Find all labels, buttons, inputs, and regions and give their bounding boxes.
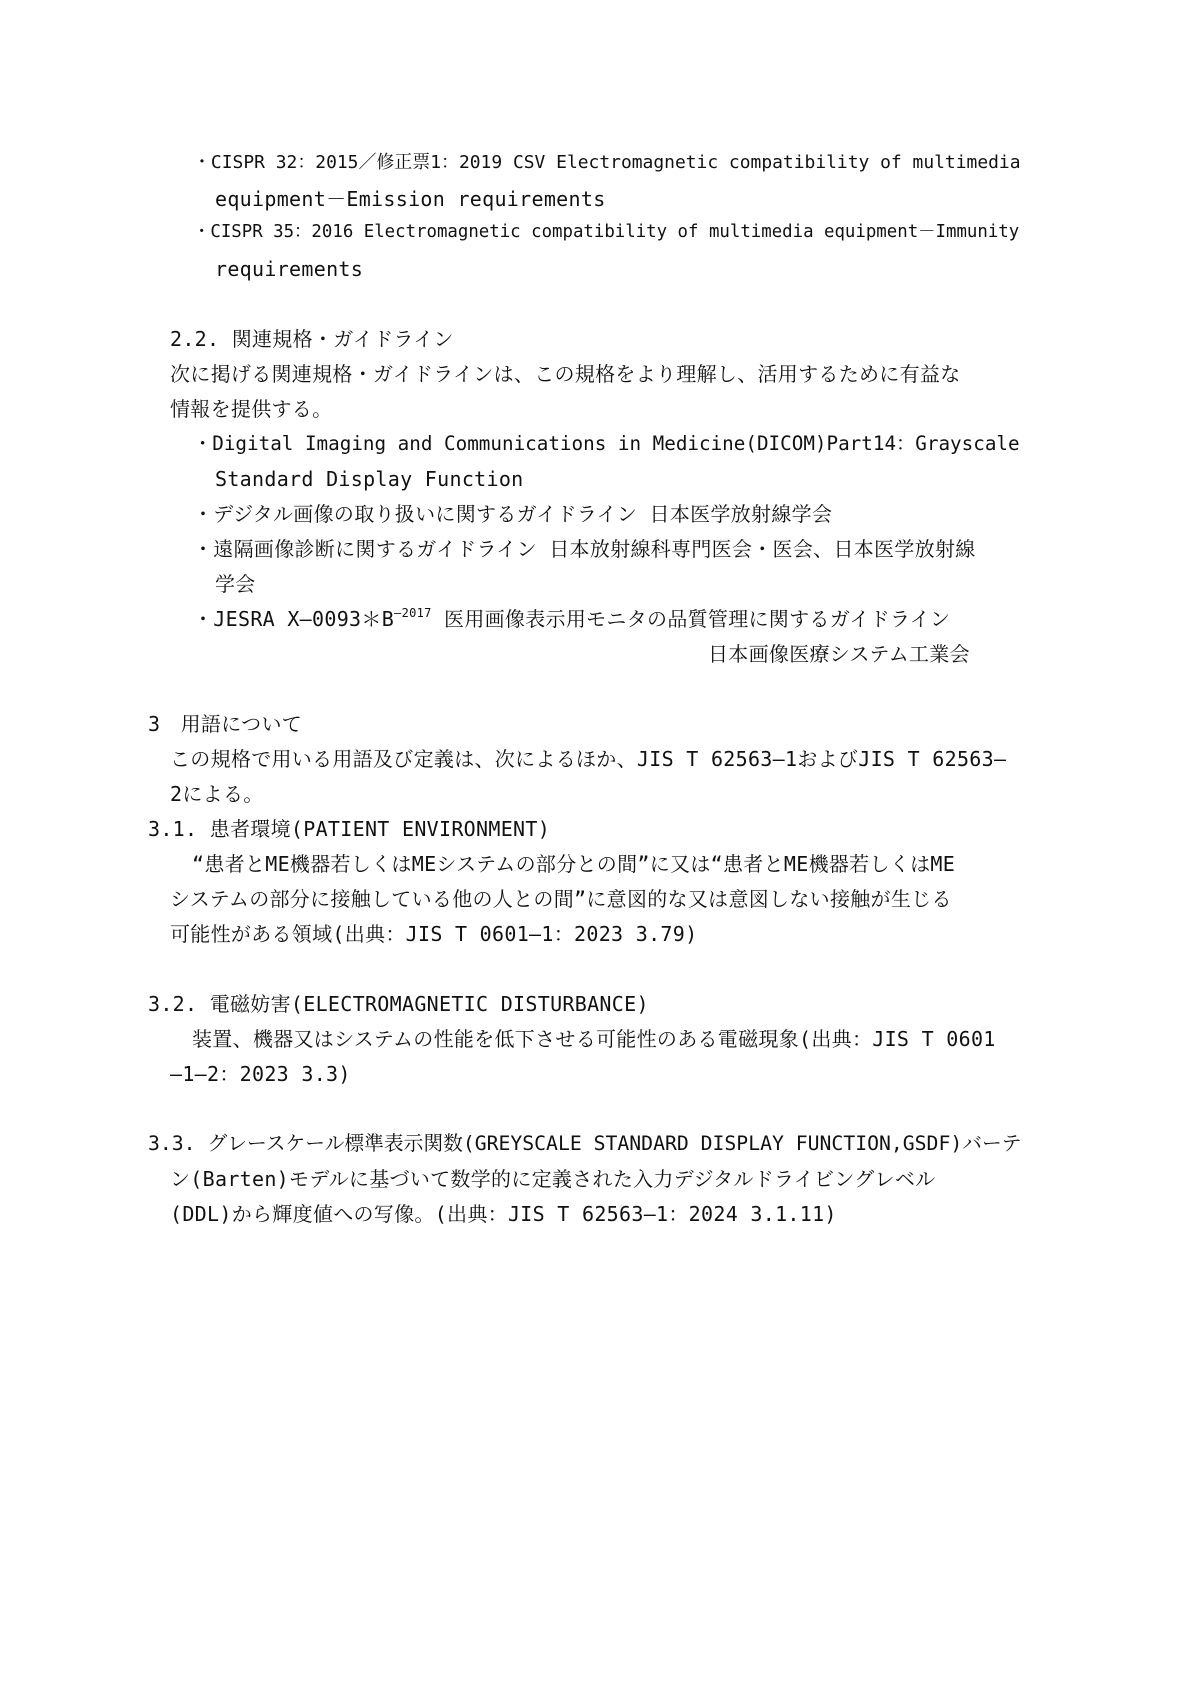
section-3-3-line3: (DDL)から輝度値への写像。(出典：JIS T 62563―1：2024 3.1.11)	[170, 1202, 837, 1226]
remote-diagnosis-line2: 学会	[215, 572, 256, 596]
section-3-2-line2: ―1―2：2023 3.3)	[170, 1062, 351, 1086]
section-2-2-intro-line2: 情報を提供する。	[170, 397, 333, 421]
section-2-2-intro-line1: 次に掲げる関連規格・ガイドラインは、この規格をより理解し、活用するために有益な	[170, 362, 961, 386]
section-3-1-heading: 3.1. 患者環境(PATIENT ENVIRONMENT)	[148, 817, 551, 841]
section-3-2-line1: 装置、機器又はシステムの性能を低下させる可能性のある電磁現象(出典：JIS T 0601	[192, 1027, 996, 1051]
section-3-1-line3: 可能性がある領域(出典：JIS T 0601―1：2023 3.79)	[170, 922, 698, 946]
remote-diagnosis-line1: ・遠隔画像診断に関するガイドライン 日本放射線科専門医会・医会、日本医学放射線	[193, 537, 976, 561]
dicom-line2: Standard Display Function	[215, 467, 524, 491]
cispr32-line1: ・CISPR 32：2015／修正票1：2019 CSV Electromagnetic compatibility of multimedia	[193, 152, 1021, 173]
digital-image-guideline: ・デジタル画像の取り扱いに関するガイドライン 日本医学放射線学会	[193, 502, 833, 526]
section-3-2-heading: 3.2. 電磁妨害(ELECTROMAGNETIC DISTURBANCE)	[148, 992, 649, 1016]
jesra-organization: 日本画像医療システム工業会	[708, 642, 970, 666]
jesra-line	[193, 606, 951, 631]
section-3-3-line2: ン(Barten)モデルに基づいて数学的に定義された入力デジタルドライビングレベル	[170, 1167, 936, 1191]
section-3-intro-line1: この規格で用いる用語及び定義は、次によるほか、JIS T 62563―1およびJIS T 62563―	[170, 747, 1007, 771]
section-3-1-line1: “患者とME機器若しくはMEシステムの部分との間”に又は“患者とME機器若しくはME	[192, 852, 956, 876]
section-3-heading: 3 用語について	[148, 712, 303, 736]
section-3-3-line1: 3.3. グレースケール標準表示関数(GREYSCALE STANDARD DISPLAY FUNCTION,GSDF)バーテ	[148, 1132, 1022, 1155]
jesra-code: ・JESRA X―0093＊B	[193, 607, 395, 631]
jesra-year: ―2017	[394, 606, 432, 620]
jesra-title: 医用画像表示用モニタの品質管理に関するガイドライン	[431, 607, 951, 631]
cispr32-line2: equipment－Emission requirements	[215, 187, 606, 211]
section-3-intro-line2: 2による。	[170, 782, 264, 806]
cispr35-line1: ・CISPR 35：2016 Electromagnetic compatibility of multimedia equipment－Immunity	[193, 222, 1020, 242]
section-3-1-line2: システムの部分に接触している他の人との間”に意図的な又は意図しない接触が生じる	[170, 887, 952, 911]
dicom-line1: ・Digital Imaging and Communications in Medicine(DICOM)Part14：Grayscale	[193, 432, 1020, 455]
section-2-2-heading: 2.2. 関連規格・ガイドライン	[170, 327, 454, 351]
cispr35-line2: requirements	[215, 257, 364, 281]
